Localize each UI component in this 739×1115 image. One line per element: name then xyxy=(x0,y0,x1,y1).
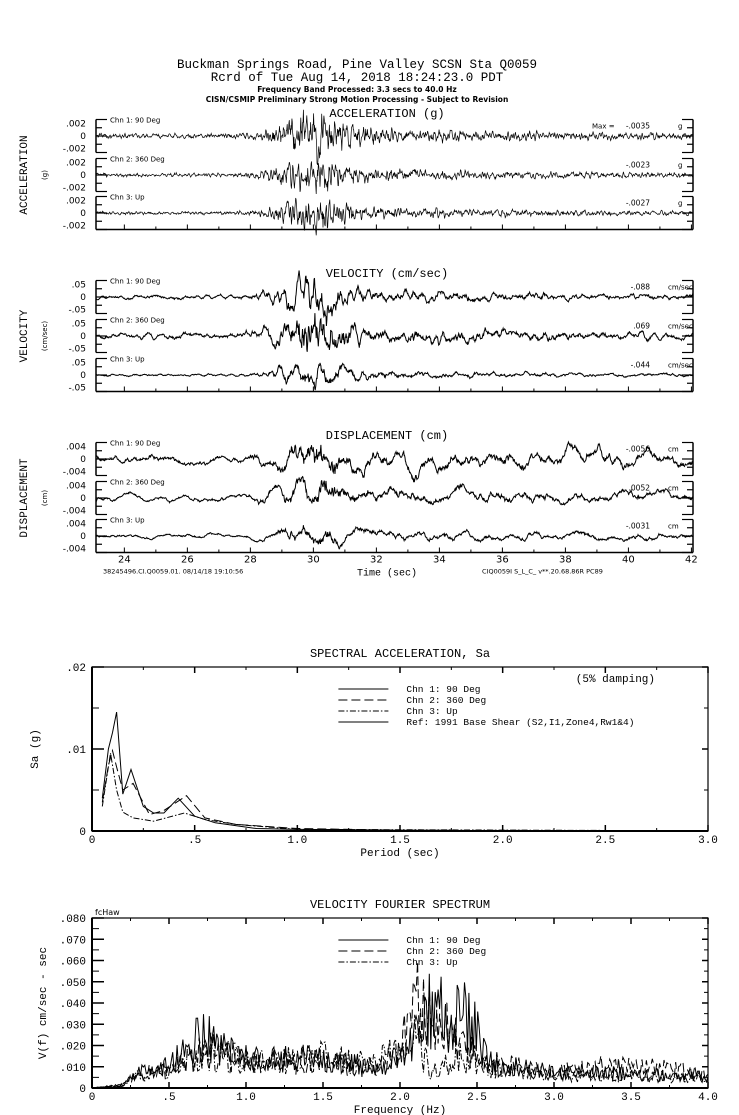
y-tick-label: .05 xyxy=(71,319,86,330)
y-tick-label: .004 xyxy=(65,519,86,530)
corner-label: fcHaw xyxy=(95,908,120,917)
record-time: Rcrd of Tue Aug 14, 2018 18:24:23.0 PDT xyxy=(210,71,504,85)
y-tick-label: 0 xyxy=(79,827,86,839)
x-tick-label: 1.5 xyxy=(313,1092,333,1104)
y-tick-label: .01 xyxy=(66,745,86,757)
spectrum-curve xyxy=(102,753,708,831)
y-tick-label: .004 xyxy=(65,442,86,453)
time-tick-label: 32 xyxy=(370,554,383,566)
chart-title: VELOCITY FOURIER SPECTRUM xyxy=(309,898,491,912)
panel-title: ACCELERATION (g) xyxy=(329,107,445,121)
x-tick-label: 2.0 xyxy=(492,835,513,847)
peak-unit: g xyxy=(678,122,683,131)
peak-unit: cm/sec xyxy=(668,361,693,370)
x-tick-label: 2.5 xyxy=(467,1092,487,1104)
y-tick-label: .004 xyxy=(65,481,86,492)
x-tick-label: 3.0 xyxy=(698,835,718,847)
x-axis-label: Frequency (Hz) xyxy=(353,1105,447,1115)
legend-entry: Chn 1: 90 Deg xyxy=(406,935,481,946)
channel-name: Chn 1: 90 Deg xyxy=(110,277,161,286)
y-tick-label: .050 xyxy=(59,977,86,990)
y-axis-label: V(f) cm/sec - sec xyxy=(38,946,50,1060)
time-tick-label: 24 xyxy=(117,554,131,566)
peak-value: -.0027 xyxy=(625,198,650,208)
x-tick-label: 3.0 xyxy=(544,1092,564,1104)
time-tick-label: 36 xyxy=(496,554,509,566)
channel-name: Chn 2: 360 Deg xyxy=(110,155,165,164)
spectrum-curve xyxy=(92,974,708,1088)
y-tick-label: .002 xyxy=(65,158,86,169)
y-axis-label: Sa (g) xyxy=(30,729,42,769)
max-label: Max = xyxy=(592,122,615,131)
y-tick-label: .002 xyxy=(65,196,86,207)
waveform-trace xyxy=(96,313,693,352)
x-tick-label: 1.0 xyxy=(236,1092,256,1104)
panel-side-unit: (g) xyxy=(41,170,49,180)
spectrum-curve xyxy=(92,962,708,1089)
y-tick-label: 0 xyxy=(80,209,86,219)
y-tick-label: -.002 xyxy=(62,183,86,194)
legend-entry: Chn 3: Up xyxy=(406,706,458,717)
time-tick-label: 34 xyxy=(433,554,446,566)
y-tick-label: .080 xyxy=(59,914,86,926)
waveform-trace xyxy=(96,477,693,505)
y-tick-label: -.002 xyxy=(62,221,86,232)
y-tick-label: .010 xyxy=(59,1062,86,1075)
time-tick-label: 30 xyxy=(307,554,320,566)
peak-unit: g xyxy=(678,199,683,208)
chart-title: SPECTRAL ACCELERATION, Sa xyxy=(309,647,491,661)
y-tick-label: -.004 xyxy=(62,506,86,517)
panel-title: VELOCITY (cm/sec) xyxy=(325,267,449,281)
x-tick-label: 2.5 xyxy=(595,835,616,847)
y-tick-label: 0 xyxy=(80,455,86,465)
y-tick-label: 0 xyxy=(80,171,86,181)
x-tick-label: .5 xyxy=(162,1092,176,1104)
channel-name: Chn 1: 90 Deg xyxy=(110,439,161,448)
peak-value: -.0031 xyxy=(625,521,650,531)
channel-name: Chn 3: Up xyxy=(110,193,145,202)
panel-side-unit: (cm/sec) xyxy=(41,320,49,352)
y-tick-label: -.004 xyxy=(62,544,86,555)
processing-code: CIQ0059I S_L_C_ v**.20.68.86R PC89 xyxy=(482,567,603,576)
y-tick-label: -.05 xyxy=(68,383,86,394)
time-tick-label: 28 xyxy=(244,554,257,566)
x-tick-label: 0 xyxy=(88,835,96,847)
processing-note: CISN/CSMIP Preliminary Strong Motion Processing - Subject to Revision xyxy=(205,95,509,104)
channel-name: Chn 2: 360 Deg xyxy=(110,478,165,487)
y-tick-label: .002 xyxy=(65,119,86,130)
y-tick-label: -.05 xyxy=(68,305,86,316)
waveform-trace xyxy=(96,439,693,482)
peak-unit: g xyxy=(678,161,683,170)
plot-frame xyxy=(92,667,708,831)
waveform-trace xyxy=(96,360,693,390)
y-tick-label: 0 xyxy=(80,494,86,504)
record-id: 38245496.CI.Q0059.01. 08/14/18 19:10:56 xyxy=(103,567,244,576)
y-tick-label: 0 xyxy=(80,132,86,142)
peak-unit: cm/sec xyxy=(668,322,693,331)
time-tick-label: 26 xyxy=(180,554,194,566)
y-tick-label: .020 xyxy=(59,1041,86,1054)
x-axis-label: Period (sec) xyxy=(360,848,440,860)
legend-entry: Chn 2: 360 Deg xyxy=(406,946,487,957)
panel-side-label: ACCELERATION xyxy=(19,135,31,215)
channel-name: Chn 2: 360 Deg xyxy=(110,316,165,325)
peak-value: .0052 xyxy=(628,483,650,493)
time-tick-label: 40 xyxy=(622,554,635,566)
peak-value: -.0056 xyxy=(625,444,650,454)
y-tick-label: 0 xyxy=(80,332,86,342)
station-title: Buckman Springs Road, Pine Valley SCSN Sta Q0059 xyxy=(176,58,538,72)
y-tick-label: -.002 xyxy=(62,144,86,155)
y-tick-label: 0 xyxy=(80,371,86,381)
y-tick-label: .040 xyxy=(59,999,86,1011)
y-tick-label: -.05 xyxy=(68,344,86,355)
peak-unit: cm/sec xyxy=(668,283,693,292)
spectrum-curve xyxy=(102,751,708,831)
legend-entry: Chn 3: Up xyxy=(406,957,458,968)
time-tick-label: 42 xyxy=(685,554,698,566)
y-tick-label: 0 xyxy=(80,293,86,303)
channel-name: Chn 1: 90 Deg xyxy=(110,116,161,125)
panel-title: DISPLACEMENT (cm) xyxy=(325,429,449,443)
waveform-trace xyxy=(96,522,693,549)
damping-note: (5% damping) xyxy=(575,674,655,686)
spectrum-curve xyxy=(102,712,708,831)
x-tick-label: 4.0 xyxy=(698,1092,718,1104)
x-tick-label: 1.0 xyxy=(287,835,308,847)
y-tick-label: .070 xyxy=(59,935,86,948)
frequency-band: Frequency Band Processed: 3.3 secs to 40.0 Hz xyxy=(257,85,457,94)
peak-value: .069 xyxy=(633,321,650,331)
peak-value: -.0023 xyxy=(625,160,650,170)
legend-entry: Chn 2: 360 Deg xyxy=(406,695,487,706)
y-tick-label: .05 xyxy=(71,280,86,291)
time-axis-label: Time (sec) xyxy=(356,568,418,580)
channel-name: Chn 3: Up xyxy=(110,355,145,364)
y-tick-label: .060 xyxy=(59,956,86,969)
waveform-trace xyxy=(96,161,693,194)
x-tick-label: .5 xyxy=(188,835,202,847)
peak-value: -.044 xyxy=(630,360,650,370)
y-tick-label: .02 xyxy=(66,663,86,675)
peak-value: -.088 xyxy=(630,282,650,292)
y-tick-label: .030 xyxy=(59,1020,86,1033)
peak-unit: cm xyxy=(668,522,679,531)
x-tick-label: 3.5 xyxy=(621,1092,641,1104)
y-tick-label: .05 xyxy=(71,358,86,369)
x-tick-label: 2.0 xyxy=(390,1092,410,1104)
peak-value: -.0035 xyxy=(625,121,650,131)
x-tick-label: 0 xyxy=(88,1092,96,1104)
panel-side-unit: (cm) xyxy=(41,489,49,507)
x-tick-label: 1.5 xyxy=(390,835,410,847)
y-tick-label: 0 xyxy=(79,1084,86,1096)
legend-entry: Chn 1: 90 Deg xyxy=(406,684,481,695)
time-tick-label: 38 xyxy=(559,554,572,566)
channel-name: Chn 3: Up xyxy=(110,516,145,525)
panel-side-label: VELOCITY xyxy=(19,309,31,363)
y-tick-label: -.004 xyxy=(62,467,86,478)
peak-unit: cm xyxy=(668,484,679,493)
panel-side-label: DISPLACEMENT xyxy=(19,458,31,538)
y-tick-label: 0 xyxy=(80,532,86,542)
legend-entry: Ref: 1991 Base Shear (S2,I1,Zone4,Rw1&4) xyxy=(406,717,635,728)
peak-unit: cm xyxy=(668,445,679,454)
